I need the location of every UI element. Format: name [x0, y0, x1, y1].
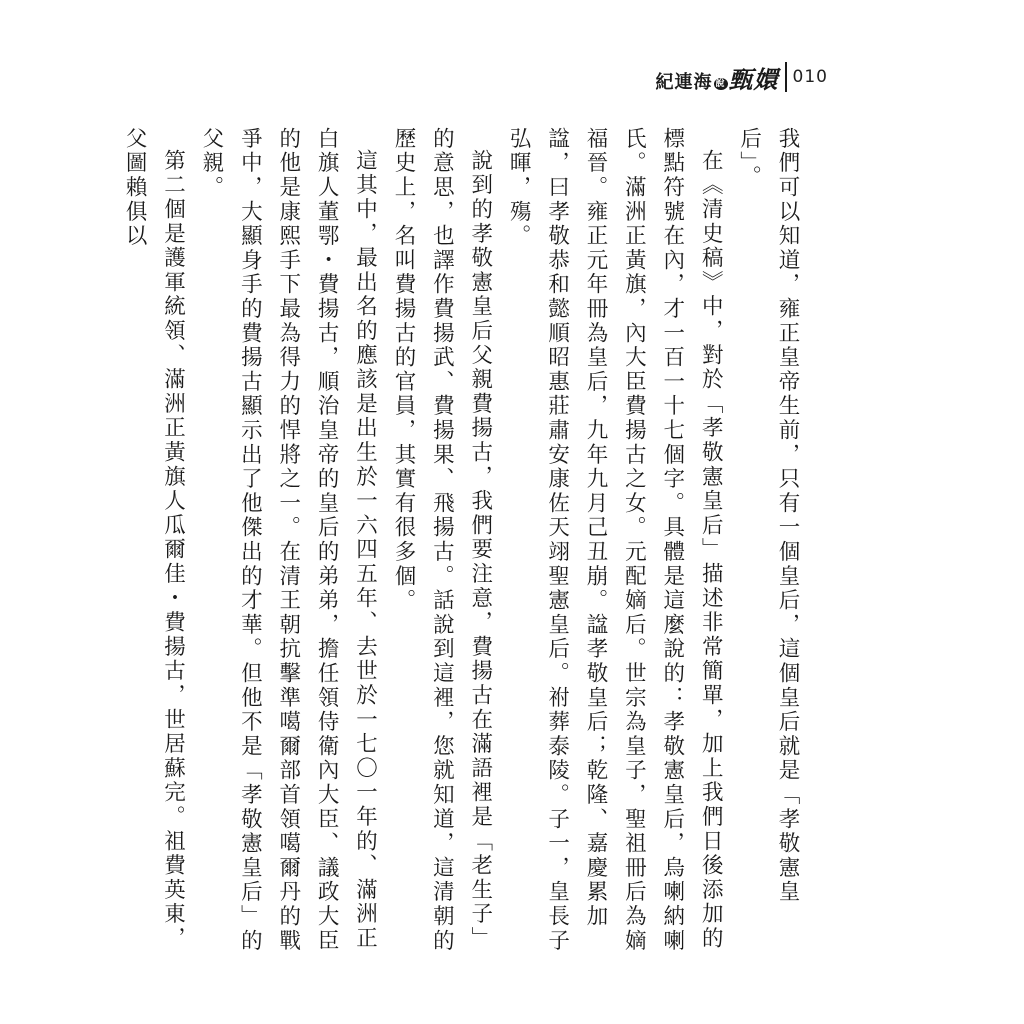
paragraph-4: 這其中，最出名的應該是出生於一六四五年、去世於一七〇一年的、滿洲正白旗人董鄂・費揚古，順治皇帝的皇后的弟弟，擔任領侍衛內大臣、議政大臣的他是康熙手下最為得力的悍將之一。在清王朝抗擊準噶爾部首領噶爾丹的戰爭中，大顯身手的費揚古顯示出了他傑出的才華。但他不是「孝敬憲皇后」的父親。 — [198, 127, 378, 954]
book-title-connector: 說 — [715, 79, 726, 89]
header-divider — [785, 62, 787, 92]
paragraph-1: 我們可以知道，雍正皇帝生前，只有一個皇后，這個皇后就是「孝敬憲皇后」。 — [736, 127, 800, 905]
running-header — [656, 60, 828, 94]
body-text — [115, 127, 806, 957]
paragraph-3: 說到的孝敬憲皇后父親費揚古，我們要注意，費揚古在滿語裡是「老生子」的意思，也譯作費揚武、費揚果、飛揚古。話說到這裡，您就知道，這清朝的歷史上，名叫費揚古的官員，其實有很多個。 — [390, 127, 493, 954]
page-number: 010 — [792, 67, 828, 87]
book-title-author: 紀連海 — [655, 71, 713, 93]
paragraph-2: 在《清史稿》中，對於「孝敬憲皇后」描述非常簡單，加上我們日後添加的標點符號在內，才一百一十七個字。具體是這麼說的：孝敬憲皇后，烏喇納喇氏。滿洲正黃旗，內大臣費揚古之女。元配嫡后。世宗為皇子，聖祖冊后為嫡福晉。雍正元年冊為皇后，九年九月己丑崩。諡孝敬皇后；乾隆、嘉慶累加諡，曰孝敬恭和懿順昭惠莊肅安康佐天翊聖憲皇后。祔葬泰陵。子一，皇長子弘暉，殤。 — [506, 127, 724, 954]
book-title — [656, 60, 779, 95]
paragraph-5: 第二個是護軍統領、滿洲正黃旗人瓜爾佳・費揚古，世居蘇完。祖費英東，父圖賴俱以 — [122, 127, 186, 951]
book-title-subject: 甄嬛 — [728, 64, 779, 94]
